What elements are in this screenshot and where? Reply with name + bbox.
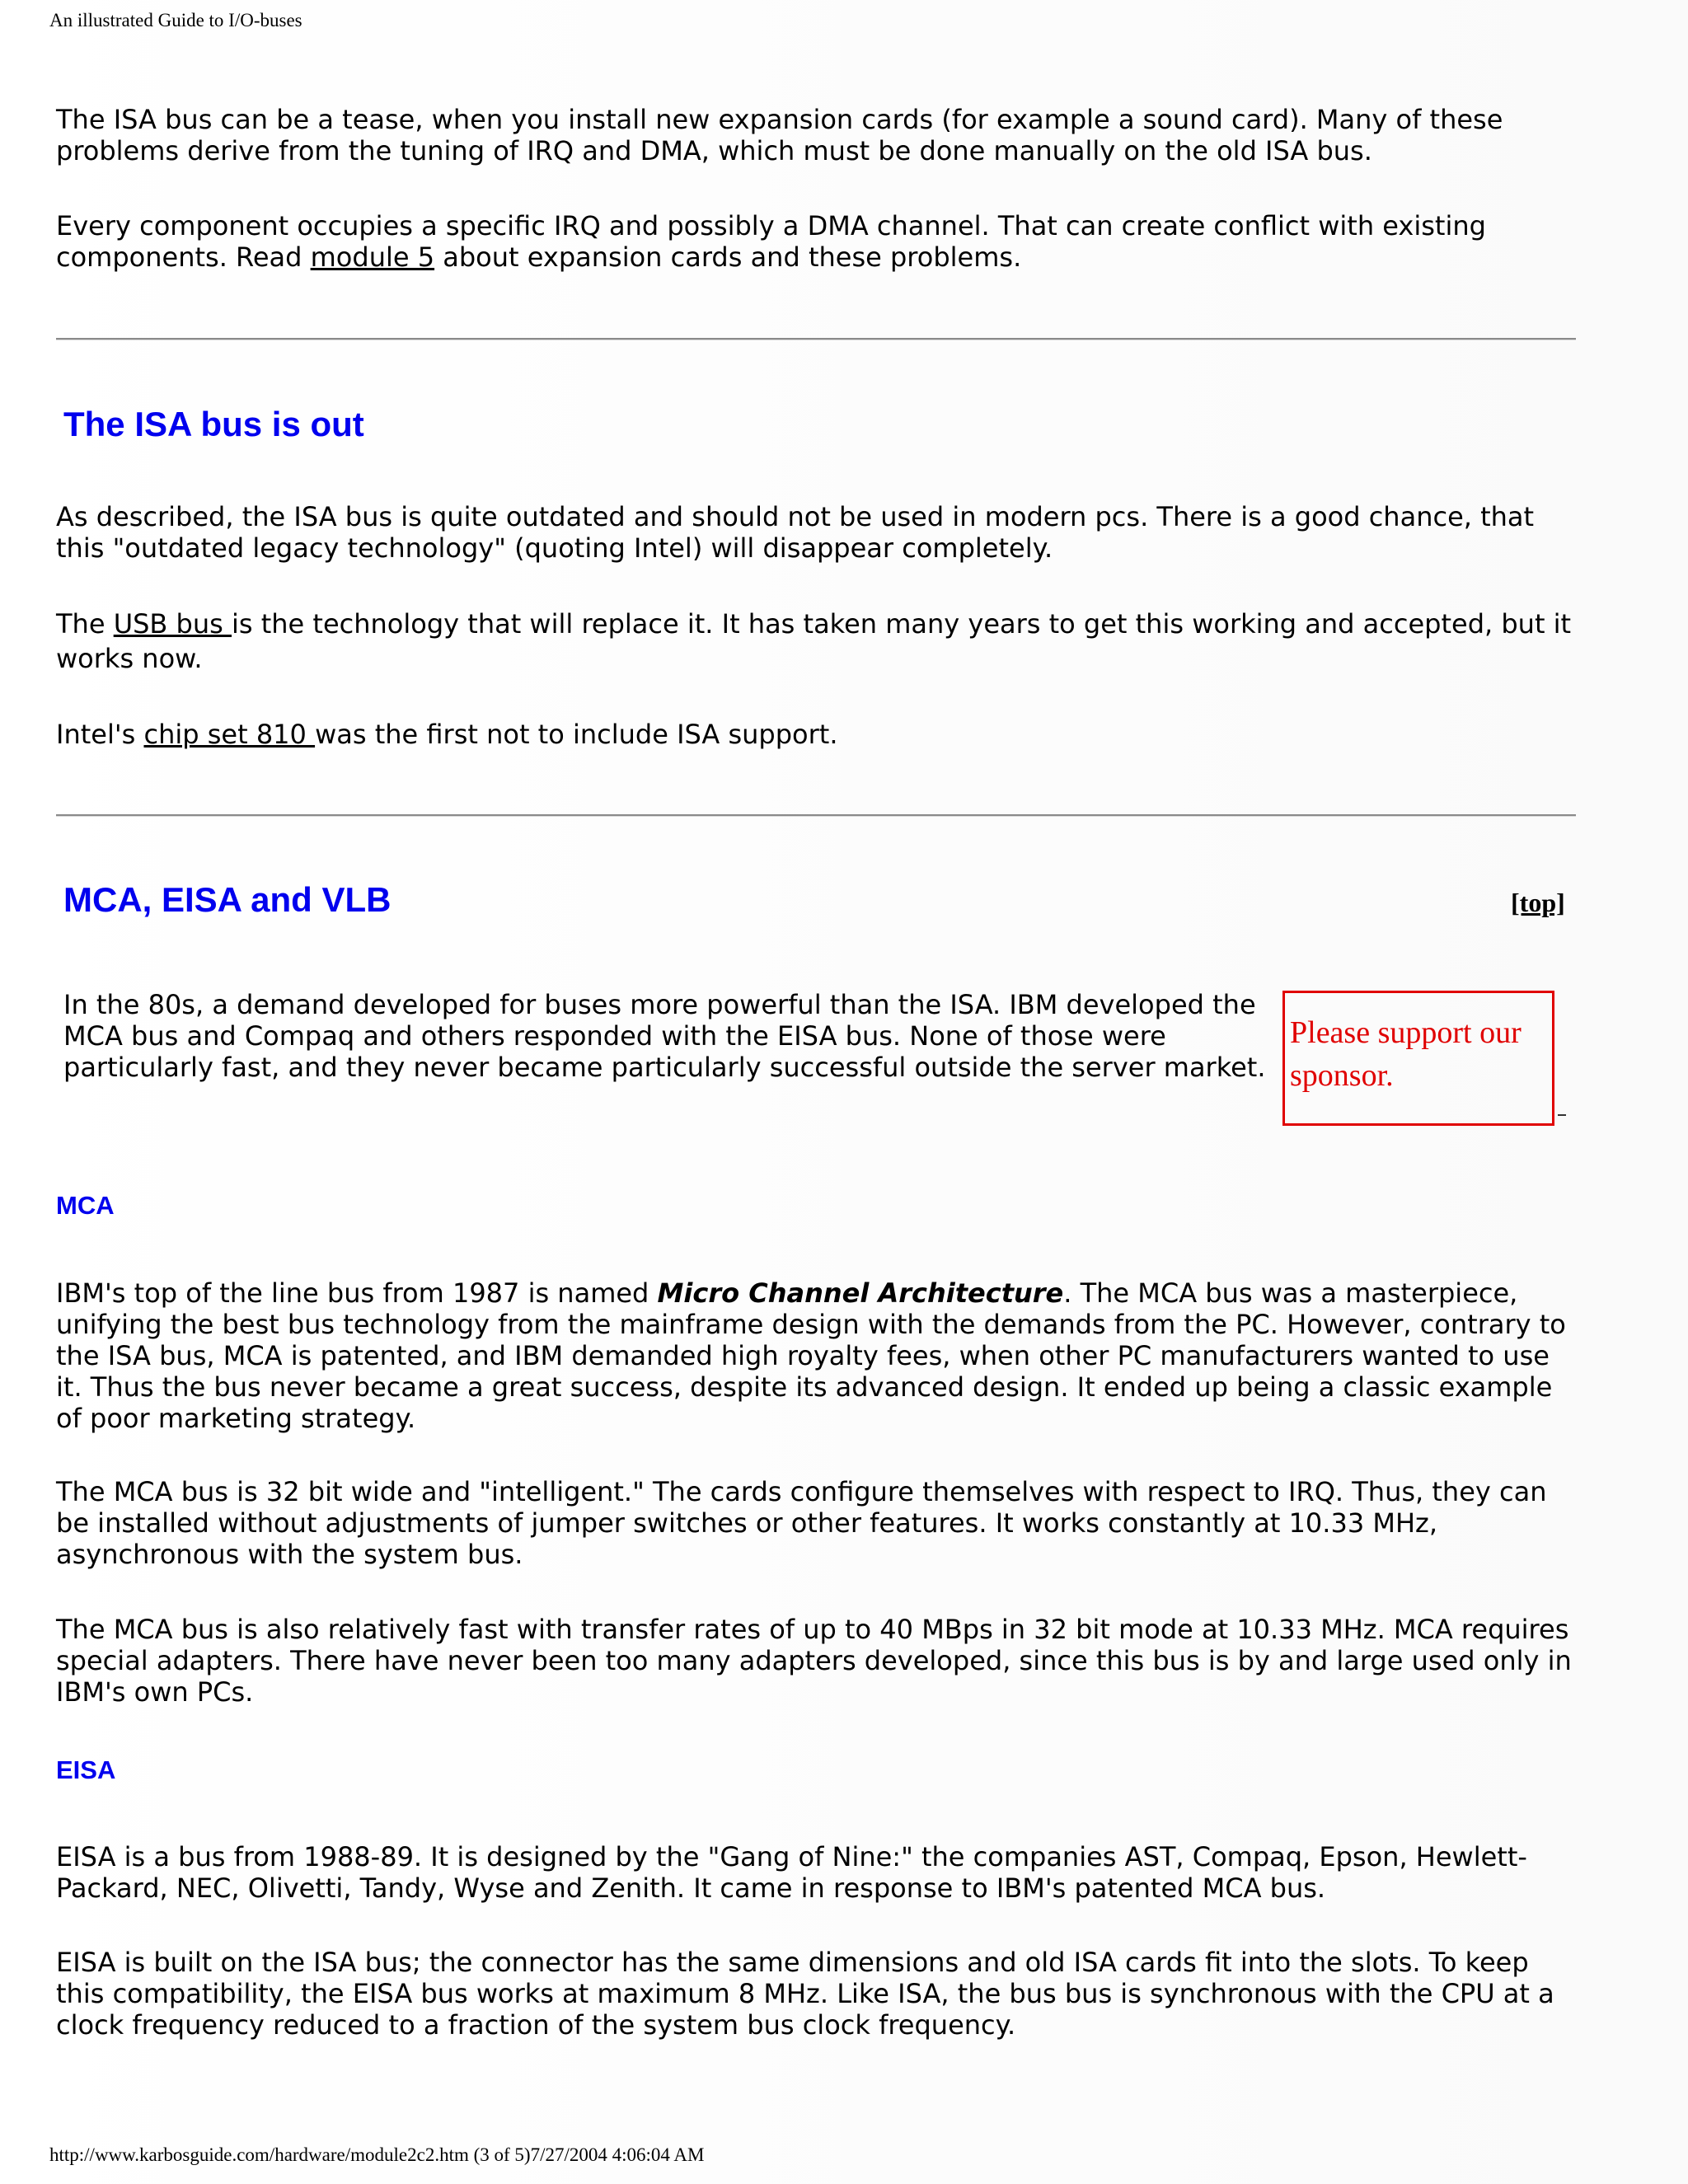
eisa-paragraph-1: EISA is a bus from 1988-89. It is designed by the "Gang of Nine:" the companies AST, Compaq, Epson, Hewlett-Packard, NEC, Olivetti, Tandy, Wyse and Zenith. It came in response to IBM's patented MCA bus. bbox=[56, 1841, 1527, 1904]
mca-p1-text-after: . The MCA bus was a masterpiece, unifying the best bus technology from the mainframe design with the demands from the PC. However, contrary to the ISA bus, MCA is patented, and IBM demanded high royalty fees, when other PC manufacturers wanted to use it. Thus the bus never became a great success, despite its advanced design. It ended up being a classic example of poor marketing strategy. bbox=[56, 1277, 1566, 1434]
isa-out-p3-text-before: Intel's bbox=[56, 719, 144, 750]
chip-set-810-link[interactable]: chip set 810 bbox=[143, 719, 316, 750]
intro-p2-text-before: Every component occupies a specific IRQ and possibly a DMA channel. That can create conflict with existing components. Read bbox=[56, 210, 1486, 273]
print-footer-url: http://www.karbosguide.com/hardware/module2c2.htm (3 of 5)7/27/2004 4:06:04 AM bbox=[49, 2144, 705, 2165]
section-divider bbox=[56, 338, 1576, 340]
mca-paragraph-3: The MCA bus is also relatively fast with transfer rates of up to 40 MBps in 32 bit mode at 10.33 MHz. MCA requires special adapters. There have never been too many adapters developed, since this bus is by and large used only in IBM's own PCs. bbox=[56, 1614, 1572, 1708]
sponsor-box[interactable]: Please support our sponsor. bbox=[1282, 991, 1554, 1126]
sponsor-underline-mark bbox=[1558, 1114, 1566, 1116]
isa-out-p3-text-after: was the first not to include ISA support. bbox=[315, 719, 838, 750]
isa-out-paragraph-2 bbox=[56, 607, 1581, 676]
mca-paragraph-2: The MCA bus is 32 bit wide and "intelligent." The cards configure themselves with respect to IRQ. Thus, they can be installed without adjustments of jumper switches or other features. It works constantly at 10.33 MHz, asynchronous with the system bus. bbox=[56, 1476, 1547, 1570]
section-heading-isa-out: The ISA bus is out bbox=[63, 405, 364, 443]
subheading-mca: MCA bbox=[56, 1191, 115, 1220]
mca-paragraph-1 bbox=[56, 1277, 1581, 1434]
isa-out-paragraph-3 bbox=[56, 719, 1581, 750]
isa-out-p2-text-before: The bbox=[56, 608, 114, 640]
eisa-paragraph-2: EISA is built on the ISA bus; the connector has the same dimensions and old ISA cards fit into the slots. To keep this compatibility, the EISA bus works at maximum 8 MHz. Like ISA, the bus bus is synchronous with the CPU at a clock frequency reduced to a fraction of the system bus clock frequency. bbox=[56, 1947, 1554, 2041]
intro-paragraph-2 bbox=[56, 210, 1581, 273]
section-heading-mca-eisa-vlb: MCA, EISA and VLB bbox=[63, 880, 392, 919]
micro-channel-architecture-emphasis: Micro Channel Architecture bbox=[657, 1277, 1064, 1309]
module-5-link[interactable]: module 5 bbox=[310, 241, 435, 273]
isa-out-p2-text-after: is the technology that will replace it. It has taken many years to get this working and accepted, but it works now. bbox=[56, 608, 1572, 674]
subheading-eisa: EISA bbox=[56, 1755, 116, 1784]
intro-paragraph-1: The ISA bus can be a tease, when you install new expansion cards (for example a sound card). Many of these problems derive from the tuning of IRQ and DMA, which must be done manually on the old ISA bus. bbox=[56, 104, 1503, 166]
intro-p2-text-after: about expansion cards and these problems. bbox=[434, 241, 1022, 273]
section-divider bbox=[56, 814, 1576, 817]
isa-out-paragraph-1: As described, the ISA bus is quite outdated and should not be used in modern pcs. There is a good chance, that this "outdated legacy technology" (quoting Intel) will disappear completely. bbox=[56, 501, 1535, 564]
usb-bus-link[interactable]: USB bus bbox=[113, 608, 232, 640]
mca-eisa-vlb-intro: In the 80s, a demand developed for buses more powerful than the ISA. IBM developed the MCA bus and Compaq and others responded with the EISA bus. None of those were particularly fast, and they never became particularly successful outside the server market. bbox=[63, 989, 1266, 1083]
print-header-title: An illustrated Guide to I/O-buses bbox=[49, 10, 302, 30]
top-link[interactable]: [top] bbox=[1511, 888, 1565, 917]
mca-p1-text-before: IBM's top of the line bus from 1987 is named bbox=[56, 1277, 658, 1309]
